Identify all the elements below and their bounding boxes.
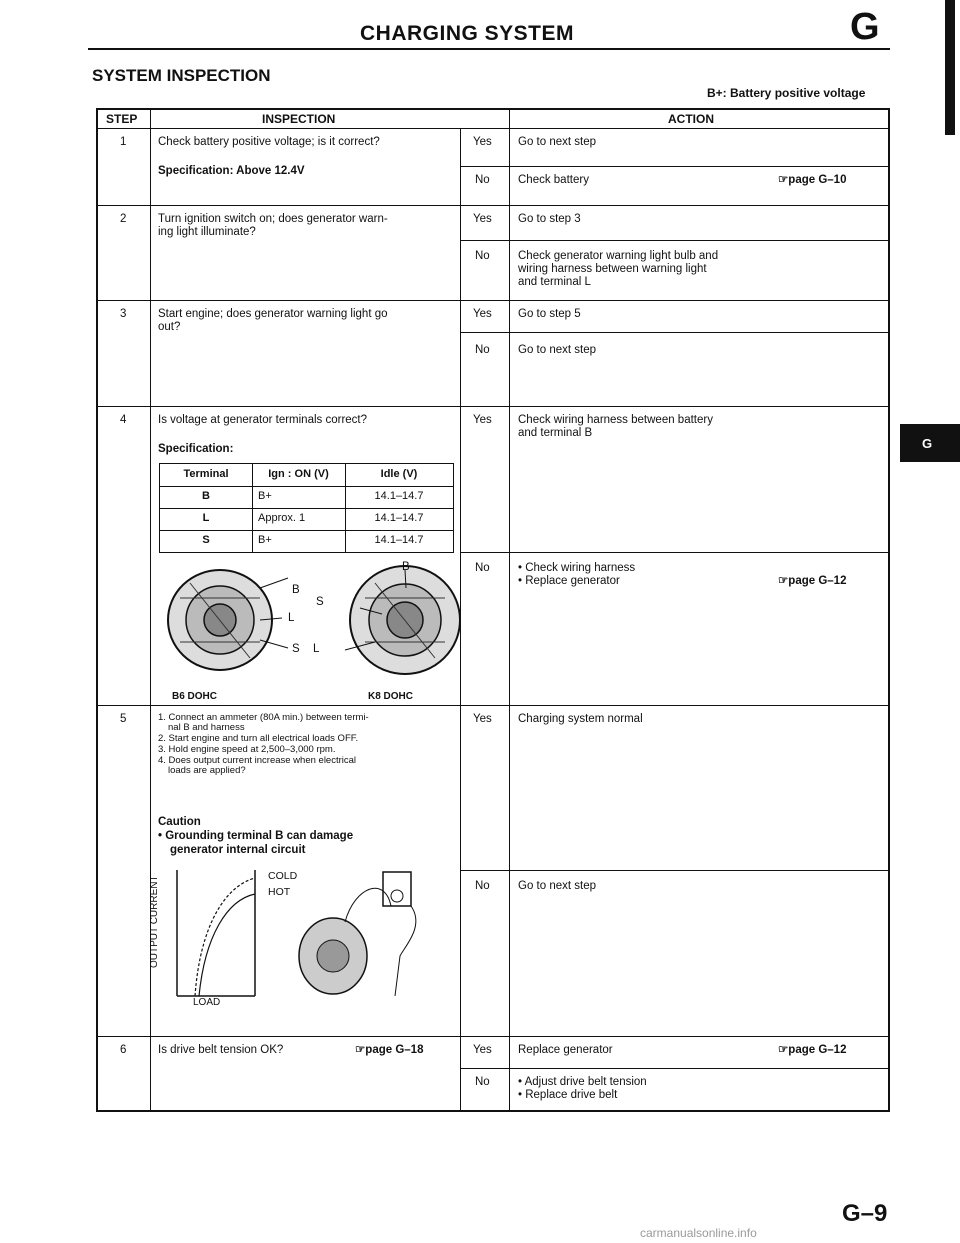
step-inspection: Check battery positive voltage; is it correct? — [158, 136, 380, 148]
terminal-label: S — [292, 643, 300, 655]
spec-header: Idle (V) — [380, 468, 418, 480]
row-rule — [98, 406, 890, 407]
col-divider-yesno — [460, 128, 461, 1112]
graph-legend-hot: HOT — [268, 886, 291, 898]
terminal-label: L — [313, 643, 320, 655]
legend-note: B+: Battery positive voltage — [707, 86, 866, 100]
row-rule — [98, 1036, 890, 1037]
terminal-label: B — [402, 561, 410, 573]
step-number: 3 — [120, 308, 127, 320]
yesno-rule — [460, 870, 890, 871]
no-action-line: • Adjust drive belt tension — [518, 1076, 647, 1088]
terminal-spec-table — [159, 463, 454, 553]
no-action-line: • Replace drive belt — [518, 1089, 618, 1101]
side-tab[interactable]: G — [900, 424, 960, 462]
graph-legend-cold: COLD — [268, 870, 298, 882]
no-action-line: • Replace generator — [518, 575, 620, 587]
no-action-line: • Check wiring harness — [518, 562, 636, 574]
yesno-rule — [460, 166, 890, 167]
graph-y-label: OUTPUT CURRENT — [149, 875, 160, 968]
no-label: No — [475, 880, 490, 892]
spec-cell: B+ — [258, 490, 272, 502]
step-number: 4 — [120, 414, 127, 426]
no-label: No — [475, 250, 490, 262]
no-action: Go to next step — [518, 880, 596, 892]
caution-line: • Grounding terminal B can damage — [158, 830, 354, 842]
step-inspection-line: ing light illuminate? — [158, 226, 256, 238]
step-item: 4. Does output current increase when electrical — [158, 755, 357, 766]
spec-row-rule — [160, 530, 453, 531]
terminal-label: L — [288, 612, 295, 624]
yesno-rule — [460, 332, 890, 333]
step-number: 6 — [120, 1044, 127, 1056]
spec-header: Terminal — [183, 468, 229, 480]
page-header-title: CHARGING SYSTEM — [360, 22, 575, 45]
cold-curve — [195, 878, 255, 996]
spec-cell: L — [202, 512, 210, 524]
step-spec: Specification: Above 12.4V — [158, 165, 305, 177]
yes-label: Yes — [473, 136, 492, 148]
figure-caption: K8 DOHC — [368, 691, 414, 702]
yesno-rule — [460, 240, 890, 241]
spec-cell: S — [202, 534, 210, 546]
no-label: No — [475, 1076, 490, 1088]
step-inspection-line: out? — [158, 321, 181, 333]
watermark: carmanualsonline.info — [640, 1226, 757, 1240]
header-action: ACTION — [668, 112, 714, 126]
output-current-graph — [155, 866, 455, 1016]
header-step: STEP — [106, 112, 138, 126]
k8-generator-icon — [345, 566, 460, 674]
page-reference[interactable]: ☞page G–12 — [778, 1044, 847, 1056]
figure-caption: B6 DOHC — [172, 691, 218, 702]
spec-cell: B+ — [258, 534, 272, 546]
yes-label: Yes — [473, 213, 492, 225]
no-label: No — [475, 562, 490, 574]
step-item: loads are applied? — [168, 765, 246, 776]
no-label: No — [475, 174, 490, 186]
caution-line: generator internal circuit — [170, 844, 306, 856]
terminal-label: S — [316, 596, 324, 608]
no-action-line: and terminal L — [518, 276, 591, 288]
yes-action: Charging system normal — [518, 713, 643, 725]
step-number: 2 — [120, 213, 127, 225]
spec-header: Ign : ON (V) — [268, 468, 329, 480]
spec-cell: 14.1–14.7 — [374, 534, 424, 546]
yes-label: Yes — [473, 414, 492, 426]
step-item: nal B and harness — [168, 722, 245, 733]
no-action-line: Check generator warning light bulb and — [518, 250, 719, 262]
terminal-label: B — [292, 584, 300, 596]
header-inspection: INSPECTION — [262, 112, 336, 126]
col-divider-action — [509, 110, 510, 1112]
ammeter-setup-icon — [299, 872, 416, 996]
no-action: Check battery — [518, 174, 589, 186]
yesno-rule — [460, 1068, 890, 1069]
no-label: No — [475, 344, 490, 356]
step-inspection-line: Start engine; does generator warning light go — [158, 308, 388, 320]
step-number: 5 — [120, 713, 127, 725]
yes-action: Go to step 5 — [518, 308, 581, 320]
step-inspection: Is voltage at generator terminals correct? — [158, 414, 368, 426]
row-rule — [98, 300, 890, 301]
spec-cell: Approx. 1 — [258, 512, 306, 524]
header-row-rule — [98, 128, 890, 129]
page-number: G–9 — [842, 1200, 888, 1227]
page-reference[interactable]: ☞page G–12 — [778, 575, 847, 587]
yes-action-line: Check wiring harness between battery — [518, 414, 713, 426]
row-rule — [98, 205, 890, 206]
spec-row-rule — [160, 486, 453, 487]
graph-x-label: LOAD — [193, 997, 221, 1008]
header-rule — [88, 48, 890, 50]
step-item: 1. Connect an ammeter (80A min.) between termi- — [158, 712, 369, 723]
yes-label: Yes — [473, 308, 492, 320]
step-number: 1 — [120, 136, 127, 148]
section-letter: G — [850, 6, 880, 48]
step-inspection: Is drive belt tension OK? — [158, 1044, 284, 1056]
yesno-rule — [460, 552, 890, 553]
b6-generator-icon — [168, 570, 288, 670]
page-edge-mark — [945, 0, 955, 135]
page-reference[interactable]: ☞page G–18 — [355, 1044, 424, 1056]
spec-row-rule — [160, 508, 453, 509]
yes-label: Yes — [473, 1044, 492, 1056]
yes-action: Replace generator — [518, 1044, 613, 1056]
page-reference[interactable]: ☞page G–10 — [778, 174, 847, 186]
hot-curve — [199, 894, 255, 996]
step-item: 2. Start engine and turn all electrical loads OFF. — [158, 733, 359, 744]
section-title: SYSTEM INSPECTION — [92, 66, 271, 85]
no-action: Go to next step — [518, 344, 596, 356]
generator-illustration — [160, 558, 460, 688]
yes-action: Go to next step — [518, 136, 596, 148]
yes-action-line: and terminal B — [518, 427, 593, 439]
no-action-line: wiring harness between warning light — [518, 263, 707, 275]
step-spec-label: Specification: — [158, 443, 234, 455]
caution-title: Caution — [158, 816, 201, 828]
row-rule — [98, 705, 890, 706]
yes-action: Go to step 3 — [518, 213, 581, 225]
step-inspection-line: Turn ignition switch on; does generator warn- — [158, 213, 388, 225]
spec-cell: 14.1–14.7 — [374, 490, 424, 502]
step-item: 3. Hold engine speed at 2,500–3,000 rpm. — [158, 744, 336, 755]
spec-cell: B — [202, 490, 210, 502]
yes-label: Yes — [473, 713, 492, 725]
spec-cell: 14.1–14.7 — [374, 512, 424, 524]
